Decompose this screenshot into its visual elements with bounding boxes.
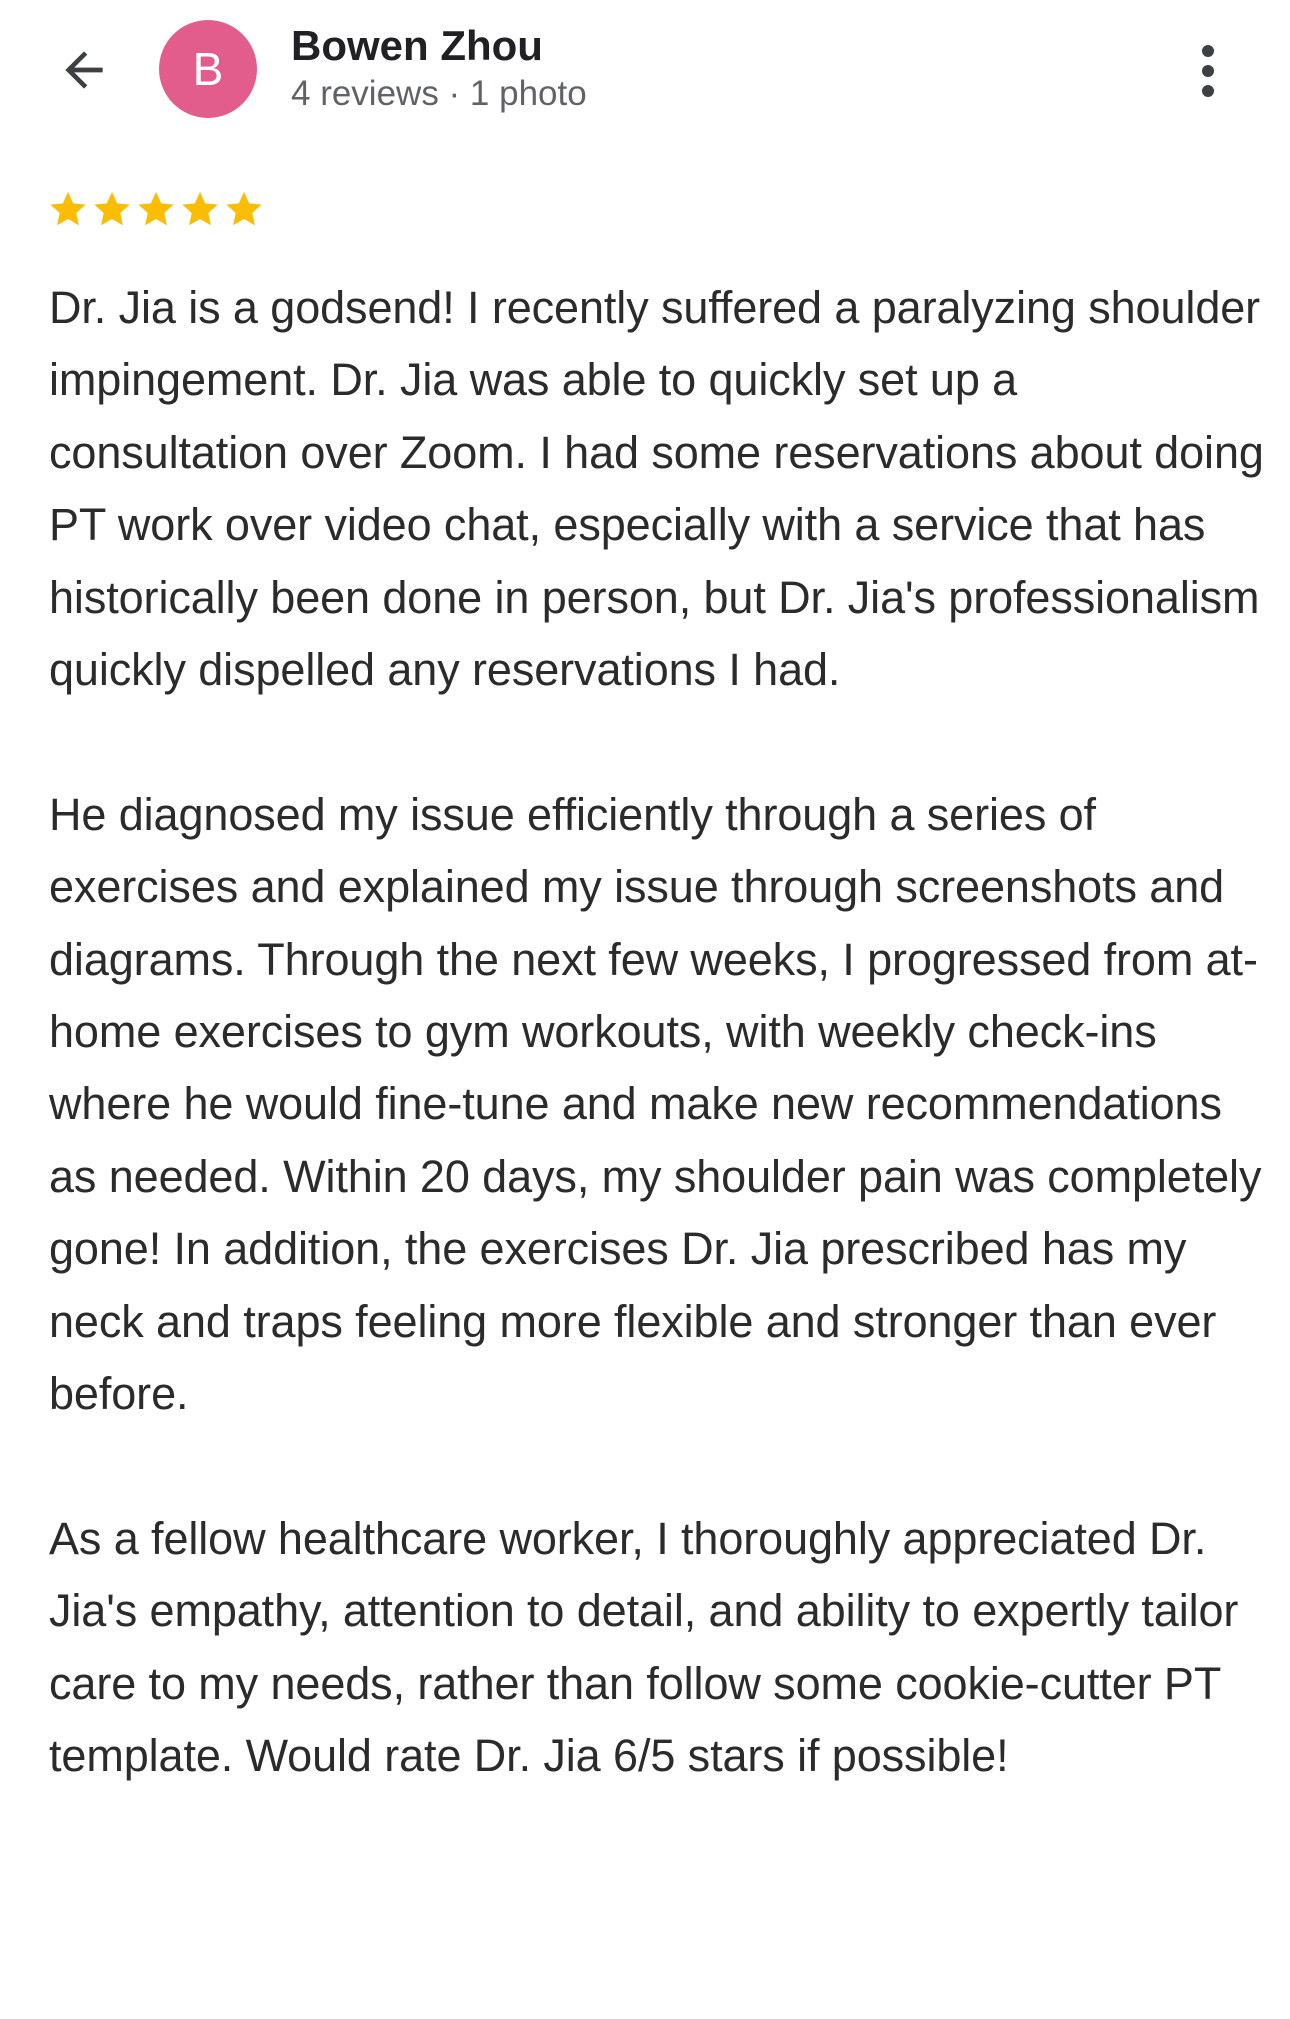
review-paragraph: He diagnosed my issue efficiently through a series of exercises and explained my issue through screenshots and diagrams. Through the next few weeks, I progressed from at-home exercises to gym workouts, with weekly check-ins where he would fine-tune and make new recommendations as needed. Within 20 days, my shoulder pain was completely gone! In addition, the exercises Dr. Jia prescribed has my neck and traps feeling more flexible and stronger than ever before. bbox=[49, 788, 1262, 1420]
more-options-button[interactable] bbox=[1180, 36, 1240, 106]
star-icon bbox=[47, 188, 89, 230]
review-header bbox=[0, 0, 1290, 150]
reviewer-name[interactable]: Bowen Zhou bbox=[291, 22, 543, 69]
reviewer-meta: 4 reviews · 1 photo bbox=[291, 74, 587, 113]
avatar[interactable] bbox=[159, 20, 257, 118]
star-icon bbox=[179, 188, 221, 230]
avatar-initial: B bbox=[192, 43, 224, 95]
review-text bbox=[49, 272, 1264, 1793]
star-icon bbox=[223, 188, 265, 230]
star-icon bbox=[91, 188, 133, 230]
review-paragraph: As a fellow healthcare worker, I thoroughly appreciated Dr. Jia's empathy, attention to detail, and ability to expertly tailor care to my needs, rather than follow some cookie-cutter PT template. Would rate Dr. Jia 6/5 stars if possible! bbox=[49, 1512, 1239, 1782]
star-rating bbox=[47, 188, 265, 234]
arrow-left-icon bbox=[56, 42, 112, 98]
more-vertical-icon bbox=[1200, 44, 1216, 98]
star-icon bbox=[135, 188, 177, 230]
review-paragraph: Dr. Jia is a godsend! I recently suffered a paralyzing shoulder impingement. Dr. Jia was able to quickly set up a consultation over Zoom. I had some reservations about doing PT work over video chat, especially with a service that has historically been done in person, but Dr. Jia's professionalism quickly dispelled any reservations I had. bbox=[49, 282, 1264, 696]
back-button[interactable] bbox=[50, 30, 120, 110]
